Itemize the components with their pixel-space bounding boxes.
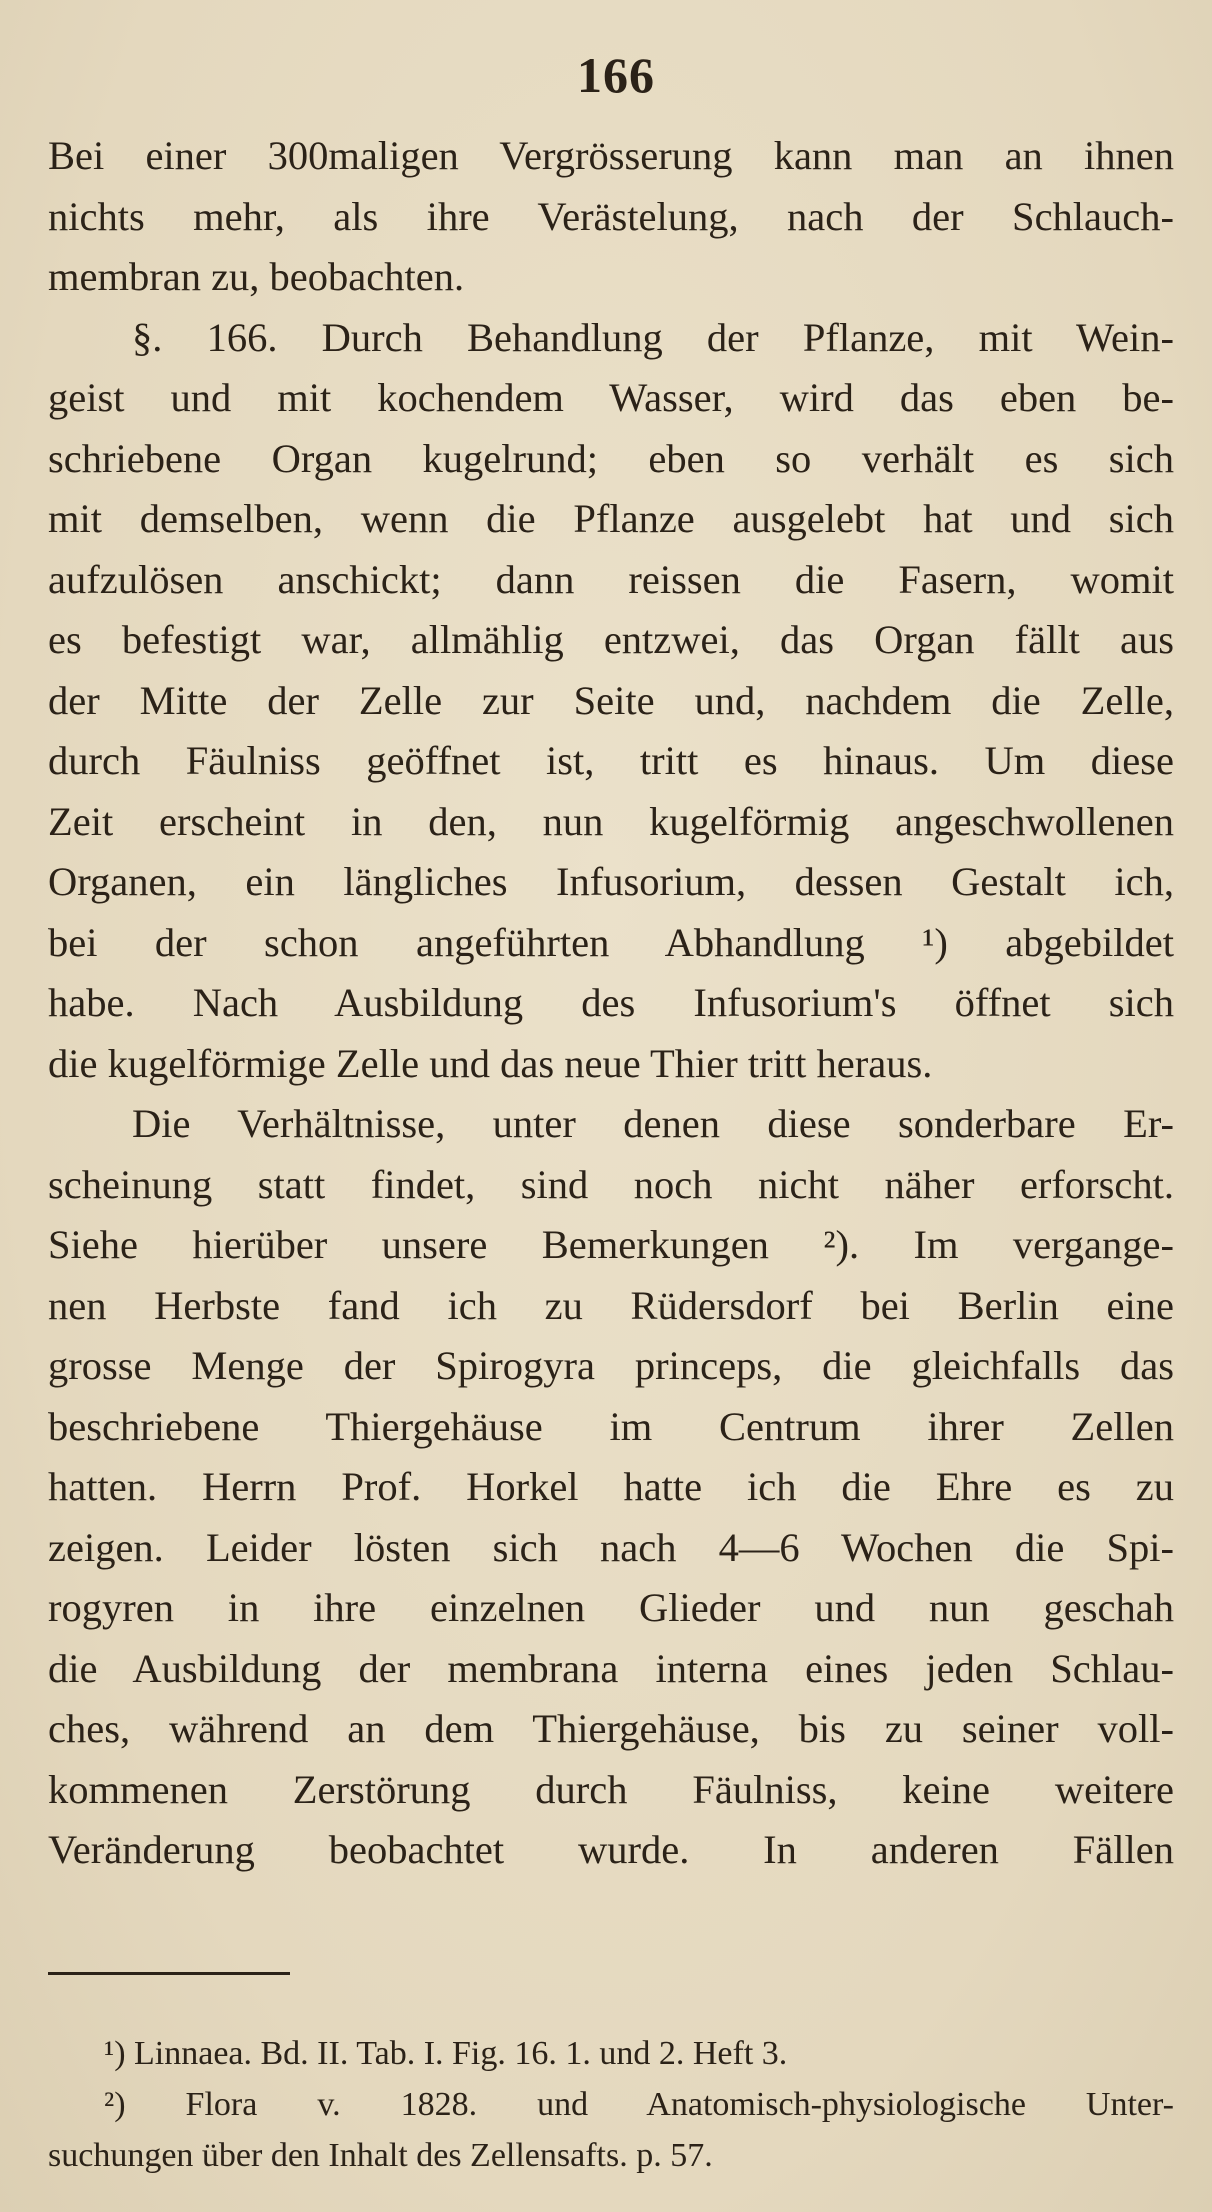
text-line: schriebene Organ kugelrund; eben so verhält es sich <box>48 435 1174 481</box>
text-line: Organen, ein längliches Infusorium, dessen Gestalt ich, <box>48 859 1174 904</box>
text-line: die Ausbildung der membrana interna eines jeden Schlau- <box>48 1645 1174 1691</box>
text-line-content: §. 166. Durch Behandlung der Pflanze, mit Wein- <box>132 314 1174 360</box>
text-line: der Mitte der Zelle zur Seite und, nachdem die Zelle, <box>48 677 1174 723</box>
text-line: es befestigt war, allmählig entzwei, das Organ fällt aus <box>48 617 1174 662</box>
text-line: durch Fäulniss geöffnet ist, tritt es hinaus. Um diese <box>48 738 1174 783</box>
text-line-content: Die Verhältnisse, unter denen diese sonderbare Er- <box>132 1101 1174 1146</box>
text-line: Siehe hierüber unsere Bemerkungen ²). Im vergange- <box>48 1222 1174 1267</box>
text-line <box>48 1094 1174 1155</box>
text-line: Zeit erscheint in den, nun kugelförmig angeschwollenen <box>48 798 1174 844</box>
text-line: beschriebene Thiergehäuse im Centrum ihrer Zellen <box>48 1403 1174 1449</box>
text-line: aufzulösen anschickt; dann reissen die Fasern, womit <box>48 556 1174 602</box>
footnote-2: ²) Flora v. 1828. und Anatomisch-physiologische Unter- <box>104 2086 1174 2123</box>
text-line: kommenen Zerstörung durch Fäulniss, keine weitere <box>48 1766 1174 1812</box>
text-line: mit demselben, wenn die Pflanze ausgelebt hat und sich <box>48 496 1174 541</box>
text-line: Veränderung beobachtet wurde. In anderen Fällen <box>48 1827 1174 1872</box>
footnote-1: ¹) Linnaea. Bd. II. Tab. I. Fig. 16. 1. und 2. Heft 3. <box>104 2035 788 2072</box>
text-line: ches, während an dem Thiergehäuse, bis zu seiner voll- <box>48 1706 1174 1751</box>
body-text <box>48 126 1174 1881</box>
text-line: nichts mehr, als ihre Verästelung, nach der Schlauch- <box>48 193 1174 239</box>
text-line: geist und mit kochendem Wasser, wird das eben be- <box>48 375 1174 420</box>
text-line: grosse Menge der Spirogyra princeps, die gleichfalls das <box>48 1343 1174 1388</box>
page-number: 166 <box>577 47 655 103</box>
text-line: scheinung statt findet, sind noch nicht näher erforscht. <box>48 1161 1174 1207</box>
text-line: Bei einer 300maligen Vergrösserung kann man an ihnen <box>48 133 1174 178</box>
footnote-divider <box>48 1972 290 1975</box>
text-line: rogyren in ihre einzelnen Glieder und nun geschah <box>48 1585 1174 1630</box>
text-line: zeigen. Leider lösten sich nach 4—6 Wochen die Spi- <box>48 1524 1174 1570</box>
text-line: bei der schon angeführten Abhandlung ¹) abgebildet <box>48 919 1174 965</box>
text-line: membran zu, beobachten. <box>48 254 465 299</box>
text-line: habe. Nach Ausbildung des Infusorium's öffnet sich <box>48 980 1174 1025</box>
text-line <box>48 308 1174 369</box>
text-line: hatten. Herrn Prof. Horkel hatte ich die Ehre es zu <box>48 1464 1174 1509</box>
text-line: nen Herbste fand ich zu Rüdersdorf bei Berlin eine <box>48 1282 1174 1328</box>
footnote-2-continuation: suchungen über den Inhalt des Zellensafts. p. 57. <box>48 2137 713 2174</box>
footnotes <box>48 2028 1174 2181</box>
text-line: die kugelförmige Zelle und das neue Thier tritt heraus. <box>48 1040 933 1086</box>
